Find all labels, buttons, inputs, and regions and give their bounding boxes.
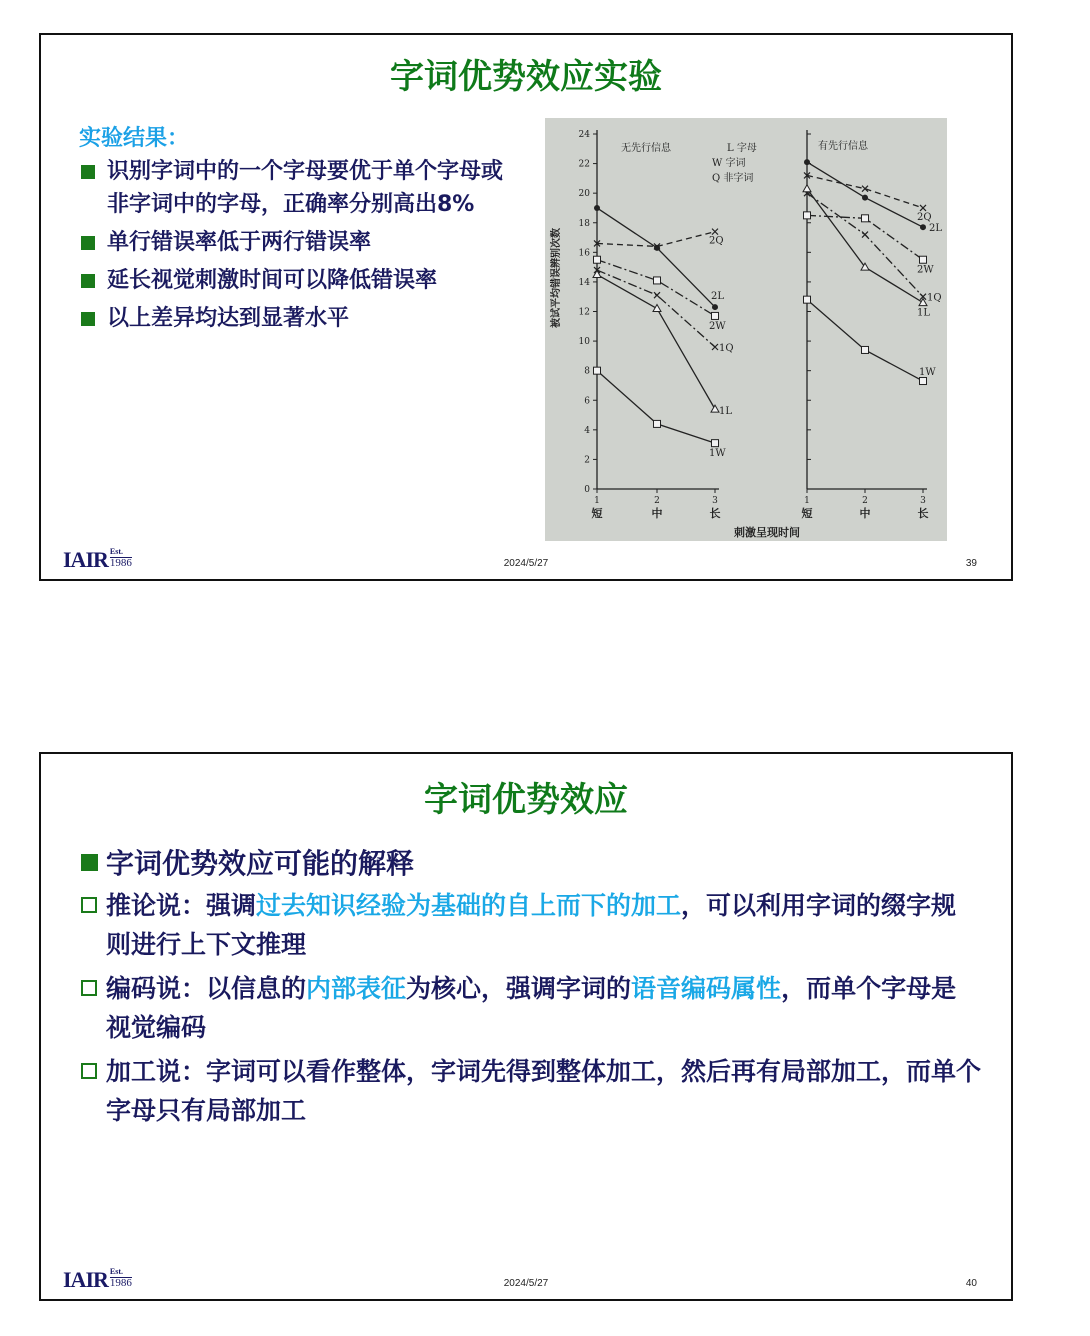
series-label: 2W bbox=[709, 320, 726, 332]
y-tick-label: 12 bbox=[578, 307, 590, 318]
footer-date: 2024/5/27 bbox=[503, 558, 549, 569]
data-point bbox=[712, 312, 719, 319]
x-tick-sublabel: 长 bbox=[709, 507, 721, 520]
list-item: 以上差异均达到显著水平 bbox=[79, 302, 519, 335]
x-tick-label: 2 bbox=[862, 496, 868, 506]
iair-logo: IAIR Est. 1986 bbox=[63, 547, 132, 572]
x-tick-label: 2 bbox=[654, 496, 660, 506]
series-label: 2Q bbox=[917, 211, 932, 223]
page-number: 40 bbox=[965, 1278, 977, 1289]
data-point bbox=[920, 378, 927, 385]
series-label: 1L bbox=[719, 406, 733, 418]
x-axis-label: 刺激呈现时间 bbox=[734, 526, 800, 539]
results-list bbox=[79, 155, 519, 340]
list-item: 延长视觉刺激时间可以降低错误率 bbox=[79, 264, 519, 297]
data-point bbox=[862, 346, 869, 353]
data-point bbox=[862, 186, 868, 192]
x-tick-sublabel: 中 bbox=[651, 507, 663, 520]
y-tick-label: 6 bbox=[584, 396, 590, 407]
series-line-1Q bbox=[807, 193, 923, 297]
data-point bbox=[920, 205, 926, 211]
x-tick-label: 1 bbox=[804, 496, 810, 506]
y-tick-label: 18 bbox=[578, 218, 590, 229]
error-rate-chart bbox=[545, 118, 947, 541]
data-point bbox=[803, 185, 811, 192]
y-tick-label: 10 bbox=[578, 337, 590, 348]
x-tick-label: 3 bbox=[920, 496, 926, 506]
series-label: 1W bbox=[709, 448, 726, 460]
data-point bbox=[712, 304, 718, 310]
data-point bbox=[712, 440, 719, 447]
data-point bbox=[594, 256, 601, 263]
y-tick-label: 4 bbox=[584, 425, 590, 436]
data-point bbox=[804, 159, 810, 165]
slide-40 bbox=[39, 752, 1013, 1301]
data-point bbox=[653, 305, 661, 312]
series-line-1W bbox=[597, 371, 715, 443]
y-tick-label: 22 bbox=[578, 159, 590, 170]
legend-item-word: W 字词 bbox=[712, 158, 746, 169]
panel-title-right: 有先行信息 bbox=[818, 141, 868, 152]
x-tick-sublabel: 中 bbox=[859, 507, 871, 520]
explanation-list bbox=[81, 886, 981, 1135]
hollow-square-bullet-icon bbox=[81, 897, 97, 913]
x-tick-label: 1 bbox=[594, 496, 600, 506]
series-line-1W bbox=[807, 300, 923, 381]
square-bullet-icon bbox=[81, 854, 98, 871]
y-tick-label: 16 bbox=[578, 248, 590, 259]
x-tick-label: 3 bbox=[712, 496, 718, 506]
panel-title-left: 无先行信息 bbox=[621, 143, 671, 154]
data-point bbox=[712, 229, 718, 235]
data-point bbox=[862, 215, 869, 222]
data-point bbox=[594, 367, 601, 374]
series-label: 1Q bbox=[927, 292, 942, 304]
list-item: 编码说：以信息的内部表征为核心，强调字词的语音编码属性，而单个字母是视觉编码 bbox=[81, 969, 981, 1047]
list-item: 单行错误率低于两行错误率 bbox=[79, 226, 519, 259]
data-point bbox=[804, 296, 811, 303]
data-point bbox=[654, 292, 660, 298]
x-tick-sublabel: 长 bbox=[917, 507, 929, 520]
series-line-2L bbox=[597, 208, 715, 307]
page-number: 39 bbox=[965, 558, 977, 569]
data-point bbox=[594, 205, 600, 211]
data-point bbox=[654, 245, 660, 251]
series-line-2Q bbox=[807, 175, 923, 208]
results-subheading: 实验结果： bbox=[79, 126, 190, 151]
series-label: 1Q bbox=[719, 343, 734, 354]
data-point bbox=[862, 232, 868, 238]
data-point bbox=[920, 224, 926, 230]
data-point bbox=[654, 420, 661, 427]
square-bullet-icon bbox=[81, 236, 95, 250]
x-tick-sublabel: 短 bbox=[801, 507, 813, 520]
series-label: 2L bbox=[929, 223, 943, 235]
data-point bbox=[804, 212, 811, 219]
list-item: 推论说：强调过去知识经验为基础的自上而下的加工，可以利用字词的缀字规则进行上下文推理 bbox=[81, 886, 981, 964]
list-item: 识别字词中的一个字母要优于单个字母或非字词中的字母，正确率分别高出8% bbox=[79, 155, 519, 221]
y-tick-label: 14 bbox=[578, 277, 590, 288]
slide-title: 字词优势效应 bbox=[424, 780, 628, 820]
slide-39 bbox=[39, 33, 1013, 581]
data-point bbox=[712, 344, 718, 350]
series-line-2Q bbox=[597, 232, 715, 247]
data-point bbox=[711, 405, 719, 412]
data-point bbox=[862, 195, 868, 201]
square-bullet-icon bbox=[81, 312, 95, 326]
legend-item-letter: L 字母 bbox=[727, 143, 757, 154]
x-tick-sublabel: 短 bbox=[591, 507, 603, 520]
square-bullet-icon bbox=[81, 274, 95, 288]
list-item: 加工说：字词可以看作整体，字词先得到整体加工，然后再有局部加工，而单个字母只有局部加工 bbox=[81, 1052, 981, 1130]
slide-title: 字词优势效应实验 bbox=[390, 57, 662, 97]
chart-svg bbox=[545, 118, 947, 541]
y-tick-label: 2 bbox=[584, 455, 590, 466]
y-axis-label: 被试平均错误辨别次数 bbox=[551, 228, 562, 328]
series-label: 2L bbox=[711, 291, 725, 303]
iair-logo: IAIR Est. 1986 bbox=[63, 1267, 132, 1292]
section-heading: 字词优势效应可能的解释 bbox=[81, 842, 414, 882]
hollow-square-bullet-icon bbox=[81, 1063, 97, 1079]
series-label: 2Q bbox=[709, 235, 724, 247]
y-tick-label: 8 bbox=[584, 366, 590, 377]
series-label: 2W bbox=[917, 264, 934, 276]
series-label: 1W bbox=[919, 367, 936, 379]
square-bullet-icon bbox=[81, 165, 95, 179]
data-point bbox=[920, 256, 927, 263]
hollow-square-bullet-icon bbox=[81, 980, 97, 996]
y-tick-label: 24 bbox=[578, 130, 590, 140]
footer-date: 2024/5/27 bbox=[503, 1278, 549, 1289]
data-point bbox=[654, 277, 661, 284]
y-tick-label: 20 bbox=[578, 189, 590, 200]
legend-item-nonword: Q 非字词 bbox=[712, 173, 754, 184]
series-label: 1L bbox=[917, 307, 931, 319]
y-tick-label: 0 bbox=[584, 485, 590, 495]
